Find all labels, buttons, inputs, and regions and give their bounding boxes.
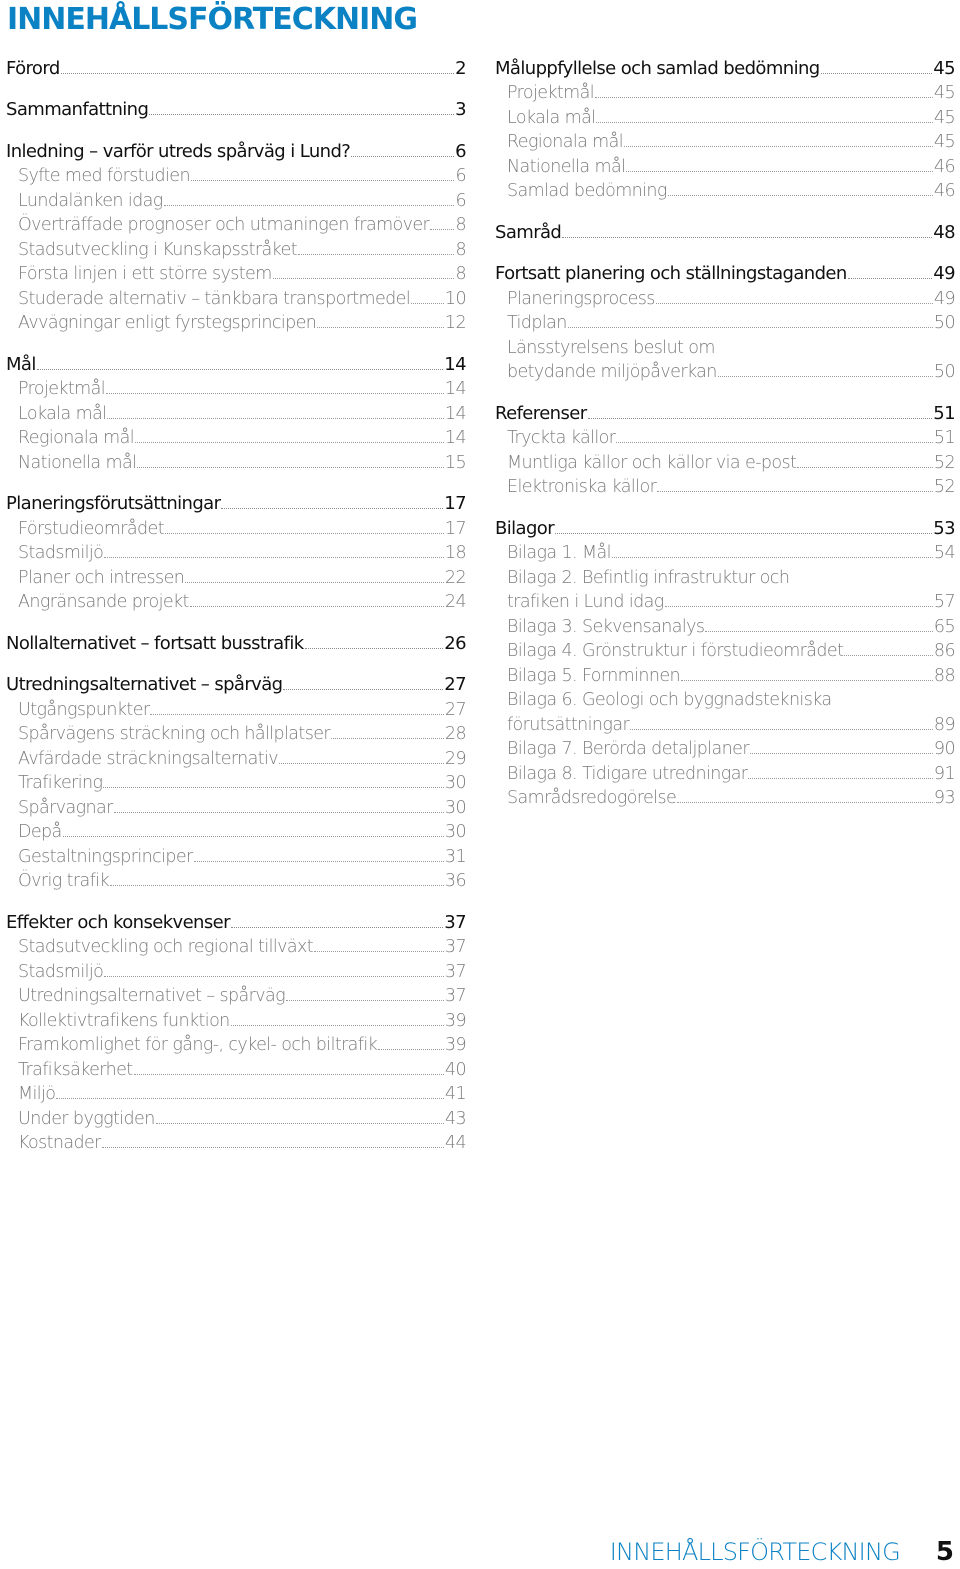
toc-subsection-entry[interactable] — [18, 424, 466, 449]
toc-page-number: 57 — [933, 592, 955, 612]
toc-page-number: 37 — [444, 937, 466, 957]
toc-page-number: 6 — [455, 190, 466, 211]
toc-page-number: 27 — [444, 674, 466, 695]
dot-leader — [194, 861, 444, 862]
toc-page-number: 14 — [444, 353, 466, 375]
toc-entry-label: Utredningsalternativet – spårväg — [6, 674, 283, 695]
toc-entry-label: Regionala mål — [507, 132, 624, 152]
toc-page-number: 8 — [455, 264, 466, 284]
toc-entry-first-line[interactable] — [507, 563, 955, 588]
toc-subsection-entry[interactable] — [507, 473, 955, 498]
toc-page-number: 46 — [933, 156, 955, 177]
toc-section — [495, 260, 955, 383]
toc-page-number: 15 — [444, 452, 466, 473]
toc-entry-label: betydande miljöpåverkan — [507, 362, 717, 382]
toc-page-number: 90 — [933, 739, 955, 759]
toc-entry-label: Depå — [18, 822, 62, 842]
toc-subsection-entry[interactable] — [507, 539, 955, 564]
toc-entry-first-line[interactable] — [507, 333, 955, 358]
toc-entry-label: Förstudieområdet — [18, 518, 164, 539]
toc-page-number: 30 — [444, 822, 466, 842]
toc-subsection-entry[interactable] — [18, 235, 466, 260]
toc-page-number: 22 — [444, 567, 466, 588]
dot-leader — [378, 1049, 444, 1050]
toc-section-entry[interactable] — [6, 629, 466, 654]
toc-page-number: 53 — [933, 517, 955, 539]
toc-subsection-entry[interactable] — [18, 539, 466, 564]
dot-leader — [848, 278, 933, 279]
toc-entry-label: Bilaga 7. Berörda detaljplaner — [507, 739, 749, 759]
toc-page-number: 14 — [444, 403, 466, 424]
dot-leader — [656, 303, 933, 304]
toc-entry-label: Bilaga 4. Grönstruktur i förstudieområdet — [507, 641, 844, 661]
page-title: INNEHÅLLSFÖRTECKNING — [7, 2, 418, 37]
toc-section — [495, 399, 955, 497]
toc-page-number: 17 — [444, 493, 466, 514]
toc-subsection-entry[interactable] — [507, 784, 955, 809]
toc-entry-label: trafiken i Lund idag — [507, 592, 664, 612]
toc-section — [6, 350, 466, 473]
toc-page-number: 27 — [444, 699, 466, 720]
toc-entry-label: Spårvägens sträckning och hållplatser — [18, 724, 330, 744]
toc-entry-label: Tryckta källor — [507, 428, 616, 448]
toc-subsection-entry[interactable] — [18, 867, 466, 892]
toc-entry-label: Projektmål — [507, 83, 595, 103]
toc-page-number: 2 — [455, 57, 466, 79]
toc-subsection-entry[interactable] — [507, 637, 955, 662]
toc-subsection-entry[interactable] — [18, 162, 466, 187]
toc-entry-label: Samlad bedömning — [507, 181, 667, 201]
toc-entry-label: Bilaga 3. Sekvensanalys — [507, 616, 705, 637]
dot-leader — [665, 606, 933, 607]
toc-entry-label: Mål — [6, 353, 36, 375]
toc-page-number: 31 — [444, 846, 466, 867]
toc-entry-label: Muntliga källor och källor via e-post — [507, 452, 797, 473]
toc-section — [495, 54, 955, 201]
toc-subsection-entry[interactable] — [18, 375, 466, 400]
toc-entry-label: Lokala mål — [507, 107, 596, 128]
dot-leader — [185, 582, 444, 583]
dot-leader — [106, 393, 444, 394]
toc-page-number: 29 — [444, 748, 466, 769]
toc-entry-label: Effekter och konsekvenser — [6, 911, 230, 933]
dot-leader — [273, 278, 455, 279]
toc-subsection-entry[interactable] — [507, 152, 955, 177]
toc-page-number: 39 — [444, 1035, 466, 1055]
toc-subsection-entry[interactable] — [507, 309, 955, 334]
toc-subsection-entry[interactable] — [18, 982, 466, 1007]
toc-page-number: 28 — [444, 724, 466, 744]
toc-entry-label: Elektroniska källor — [507, 477, 657, 497]
dot-leader — [298, 254, 454, 255]
dot-leader — [190, 606, 444, 607]
toc-entry-first-line[interactable] — [507, 686, 955, 711]
toc-subsection-entry[interactable] — [507, 735, 955, 760]
dot-leader — [279, 763, 444, 764]
toc-entry-label: Nationella mål — [507, 156, 626, 177]
toc-subsection-entry[interactable] — [507, 661, 955, 686]
toc-entry-label: Nationella mål — [18, 452, 137, 473]
toc-subsection-entry[interactable] — [507, 103, 955, 128]
toc-entry-label: Stadsutveckling i Kunskapsstråket — [18, 239, 297, 260]
toc-left-column — [6, 54, 466, 1170]
dot-leader — [626, 171, 933, 172]
dot-leader — [595, 97, 933, 98]
toc-entry-label: Trafikering — [18, 773, 103, 793]
dot-leader — [102, 1147, 444, 1148]
toc-entry-label: Trafiksäkerhet — [18, 1059, 133, 1080]
toc-subsection-entry[interactable] — [18, 448, 466, 473]
toc-page-number: 24 — [444, 592, 466, 612]
toc-entry-label: Samråd — [495, 221, 562, 243]
toc-entry-label: Fortsatt planering och ställningstaganden — [495, 263, 847, 284]
toc-page-number: 39 — [444, 1010, 466, 1031]
toc-page-number: 93 — [933, 788, 955, 808]
toc-subsection-entry[interactable] — [18, 588, 466, 613]
toc-subsection-entry[interactable] — [507, 448, 955, 473]
toc-entry-label: Miljö — [18, 1084, 56, 1104]
toc-section-entry[interactable] — [495, 260, 955, 285]
toc-page-number: 37 — [444, 986, 466, 1006]
dot-leader — [137, 467, 444, 468]
toc-right-column — [495, 54, 955, 825]
toc-section-entry[interactable] — [6, 54, 466, 79]
toc-subsection-entry[interactable] — [18, 1080, 466, 1105]
toc-page-number: 88 — [933, 665, 955, 686]
toc-subsection-entry[interactable] — [18, 514, 466, 539]
toc-section — [6, 671, 466, 892]
toc-page-number: 12 — [444, 313, 466, 333]
toc-subsection-entry[interactable] — [18, 744, 466, 769]
toc-page-number: 51 — [933, 428, 955, 448]
dot-leader — [63, 836, 444, 837]
toc-page-number: 44 — [444, 1133, 466, 1153]
toc-entry-label: Avfärdade sträckningsalternativ — [18, 748, 279, 769]
dot-leader — [705, 631, 933, 632]
toc-subsection-entry[interactable] — [18, 933, 466, 958]
toc-section-entry[interactable] — [6, 490, 466, 515]
toc-subsection-entry[interactable] — [507, 612, 955, 637]
toc-section — [6, 54, 466, 79]
toc-section-entry[interactable] — [6, 350, 466, 375]
toc-subsection-entry[interactable] — [507, 284, 955, 309]
toc-page-number: 30 — [444, 773, 466, 793]
toc-subsection-entry[interactable] — [507, 128, 955, 153]
toc-entry-label: Avvägningar enligt fyrstegsprincipen — [18, 313, 317, 333]
toc-page-number: 46 — [933, 181, 955, 201]
toc-page-number: 3 — [455, 99, 466, 120]
toc-entry-label: förutsättningar — [507, 714, 630, 735]
toc-section-entry[interactable] — [495, 54, 955, 79]
toc-subsection-entry[interactable] — [18, 399, 466, 424]
dot-leader — [568, 327, 933, 328]
dot-leader — [107, 418, 443, 419]
dot-leader — [149, 114, 454, 115]
toc-subsection-entry[interactable] — [18, 211, 466, 236]
toc-page-number: 54 — [933, 543, 955, 563]
toc-section-entry[interactable] — [495, 218, 955, 243]
toc-entry-label: Förord — [6, 57, 60, 79]
dot-leader — [156, 1123, 444, 1124]
toc-entry-label: Tidplan — [507, 313, 567, 333]
dot-leader — [317, 327, 444, 328]
toc-subsection-entry[interactable] — [18, 769, 466, 794]
dot-leader — [286, 1000, 444, 1001]
toc-entry-label: Första linjen i ett större system — [18, 264, 272, 284]
dot-leader — [821, 73, 933, 74]
toc-section-entry[interactable] — [6, 671, 466, 696]
dot-leader — [56, 1098, 444, 1099]
toc-section — [6, 629, 466, 654]
toc-page-number: 37 — [444, 911, 466, 933]
toc-entry-label-line1: Länsstyrelsens beslut om — [507, 337, 715, 358]
toc-entry-label: Sammanfattning — [6, 99, 149, 120]
toc-page-number: 51 — [933, 402, 955, 424]
dot-leader — [314, 951, 444, 952]
toc-subsection-entry[interactable] — [18, 309, 466, 334]
dot-leader — [104, 557, 444, 558]
dot-leader — [191, 180, 454, 181]
toc-entry-label: Bilaga 1. Mål — [507, 543, 611, 563]
dot-leader — [657, 491, 933, 492]
dot-leader — [165, 533, 444, 534]
toc-section — [6, 137, 466, 333]
toc-entry-label: Utgångspunkter — [18, 699, 150, 720]
toc-page-number: 45 — [933, 57, 955, 79]
toc-entry-label: Måluppfyllelse och samlad bedömning — [495, 57, 820, 79]
toc-section — [6, 96, 466, 121]
dot-leader — [110, 885, 444, 886]
footer-label: INNEHÅLLSFÖRTECKNING — [609, 1538, 900, 1566]
toc-page-number: 45 — [933, 132, 955, 152]
toc-subsection-entry[interactable] — [18, 1006, 466, 1031]
dot-leader — [37, 369, 444, 370]
toc-subsection-entry[interactable] — [18, 284, 466, 309]
dot-leader — [596, 122, 932, 123]
toc-section — [495, 514, 955, 808]
toc-subsection-entry[interactable] — [18, 1031, 466, 1056]
toc-subsection-entry[interactable] — [507, 759, 955, 784]
dot-leader — [135, 442, 444, 443]
toc-page-number: 17 — [444, 518, 466, 539]
toc-section — [495, 218, 955, 243]
toc-section-entry[interactable] — [6, 137, 466, 162]
toc-subsection-entry[interactable] — [18, 186, 466, 211]
toc-page-number: 8 — [455, 215, 466, 235]
dot-leader — [134, 1074, 444, 1075]
toc-page-number: 52 — [933, 477, 955, 497]
dot-leader — [114, 812, 444, 813]
toc-section-entry[interactable] — [6, 96, 466, 121]
toc-page-number: 6 — [455, 140, 466, 162]
dot-leader — [630, 729, 933, 730]
toc-subsection-entry[interactable] — [18, 720, 466, 745]
toc-entry-label: Under byggtiden — [18, 1108, 155, 1129]
toc-entry-label: Lokala mål — [18, 403, 107, 424]
dot-leader — [718, 376, 933, 377]
toc-entry-label: Framkomlighet för gång-, cykel- och biltrafik — [18, 1035, 378, 1055]
dot-leader — [616, 442, 933, 443]
toc-entry-label: Regionala mål — [18, 428, 135, 448]
toc-subsection-entry[interactable] — [18, 563, 466, 588]
toc-subsection-entry[interactable] — [18, 1055, 466, 1080]
dot-leader — [668, 195, 933, 196]
toc-entry-label: Angränsande projekt — [18, 592, 189, 612]
toc-entry-label-line1: Bilaga 2. Befintlig infrastruktur och — [507, 567, 790, 588]
toc-subsection-entry[interactable] — [507, 588, 955, 613]
toc-subsection-entry[interactable] — [507, 710, 955, 735]
toc-page-number: 91 — [933, 763, 955, 784]
toc-subsection-entry[interactable] — [18, 818, 466, 843]
toc-page-number: 8 — [455, 239, 466, 260]
toc-entry-label: Inledning – varför utreds spårväg i Lund? — [6, 140, 351, 162]
toc-entry-label: Planeringsprocess — [507, 288, 655, 309]
toc-page-number: 52 — [933, 452, 955, 473]
footer-page-number: 5 — [935, 1537, 954, 1567]
dot-leader — [588, 418, 933, 419]
dot-leader — [797, 467, 933, 468]
toc-entry-label: Stadsmiljö — [18, 543, 104, 563]
dot-leader — [61, 73, 454, 74]
dot-leader — [555, 533, 932, 534]
toc-entry-label: Stadsmiljö — [18, 961, 104, 982]
dot-leader — [283, 689, 443, 690]
toc-subsection-entry[interactable] — [18, 957, 466, 982]
dot-leader — [844, 655, 933, 656]
toc-page-number: 36 — [444, 871, 466, 891]
dot-leader — [221, 508, 443, 509]
dot-leader — [305, 648, 444, 649]
toc-section-entry[interactable] — [495, 514, 955, 539]
toc-entry-label: Spårvagnar — [18, 797, 113, 818]
toc-subsection-entry[interactable] — [507, 424, 955, 449]
toc-entry-label: Gestaltningsprinciper — [18, 846, 193, 867]
toc-entry-label: Syfte med förstudien — [18, 166, 190, 186]
toc-page-number: 14 — [444, 428, 466, 448]
dot-leader — [748, 778, 933, 779]
toc-page-number: 65 — [933, 616, 955, 637]
dot-leader — [681, 680, 933, 681]
toc-entry-label: Utredningsalternativet – spårväg — [18, 986, 286, 1006]
toc-page-number: 18 — [444, 543, 466, 563]
toc-entry-label: Referenser — [495, 402, 587, 424]
toc-page-number: 45 — [933, 83, 955, 103]
toc-page-number: 48 — [933, 221, 955, 243]
toc-entry-label: Bilagor — [495, 517, 555, 539]
toc-subsection-entry[interactable] — [18, 1129, 466, 1154]
dot-leader — [430, 229, 454, 230]
toc-entry-label: Kollektivtrafikens funktion — [18, 1010, 230, 1031]
toc-entry-label: Studerade alternativ – tänkbara transportmedel — [18, 288, 411, 309]
toc-section-entry[interactable] — [495, 399, 955, 424]
toc-subsection-entry[interactable] — [18, 695, 466, 720]
toc-page-number: 45 — [933, 107, 955, 128]
toc-subsection-entry[interactable] — [507, 177, 955, 202]
toc-section — [6, 490, 466, 613]
toc-entry-label: Planer och intressen — [18, 567, 185, 588]
toc-page-number: 50 — [933, 362, 955, 382]
toc-page-number: 41 — [444, 1084, 466, 1104]
toc-entry-label: Planeringsförutsättningar — [6, 493, 221, 514]
dot-leader — [612, 557, 933, 558]
toc-entry-label-line1: Bilaga 6. Geologi och byggnadstekniska — [507, 690, 832, 710]
toc-page-number: 14 — [444, 379, 466, 399]
dot-leader — [231, 927, 443, 928]
dot-leader — [562, 237, 932, 238]
dot-leader — [164, 205, 455, 206]
toc-page-number: 89 — [933, 714, 955, 735]
toc-page-number: 50 — [933, 313, 955, 333]
toc-entry-label: Nollalternativet – fortsatt busstrafik — [6, 632, 304, 654]
toc-entry-label: Samrådsredogörelse — [507, 788, 677, 808]
toc-page-number: 43 — [444, 1108, 466, 1129]
toc-entry-label: Bilaga 8. Tidigare utredningar — [507, 763, 748, 784]
toc-page-number: 40 — [444, 1059, 466, 1080]
toc-entry-label: Projektmål — [18, 379, 106, 399]
toc-section-entry[interactable] — [6, 908, 466, 933]
toc-page-number: 86 — [933, 641, 955, 661]
toc-subsection-entry[interactable] — [507, 358, 955, 383]
dot-leader — [150, 714, 443, 715]
toc-page-number: 49 — [933, 263, 955, 284]
toc-entry-label: Kostnader — [18, 1133, 101, 1153]
dot-leader — [231, 1025, 444, 1026]
dot-leader — [331, 738, 444, 739]
dot-leader — [750, 753, 933, 754]
page-footer — [610, 1537, 954, 1567]
toc-page-number: 26 — [444, 632, 466, 654]
dot-leader — [104, 976, 444, 977]
toc-subsection-entry[interactable] — [18, 793, 466, 818]
toc-subsection-entry[interactable] — [18, 842, 466, 867]
toc-entry-label: Stadsutveckling och regional tillväxt — [18, 937, 314, 957]
toc-entry-label: Överträffade prognoser och utmaningen framöver — [18, 215, 430, 235]
toc-subsection-entry[interactable] — [507, 79, 955, 104]
toc-entry-label: Lundalänken idag — [18, 190, 163, 211]
toc-page-number: 37 — [444, 961, 466, 982]
toc-entry-label: Bilaga 5. Fornminnen — [507, 665, 681, 686]
toc-subsection-entry[interactable] — [18, 1104, 466, 1129]
dot-leader — [624, 146, 933, 147]
toc-page-number: 49 — [933, 288, 955, 309]
toc-subsection-entry[interactable] — [18, 260, 466, 285]
toc-section — [6, 908, 466, 1153]
dot-leader — [351, 156, 454, 157]
dot-leader — [677, 802, 933, 803]
toc-page-number: 30 — [444, 797, 466, 818]
dot-leader — [411, 303, 444, 304]
toc-page-number: 10 — [444, 288, 466, 309]
toc-page-number: 6 — [455, 166, 466, 186]
dot-leader — [103, 787, 444, 788]
toc-entry-label: Övrig trafik — [18, 871, 109, 891]
